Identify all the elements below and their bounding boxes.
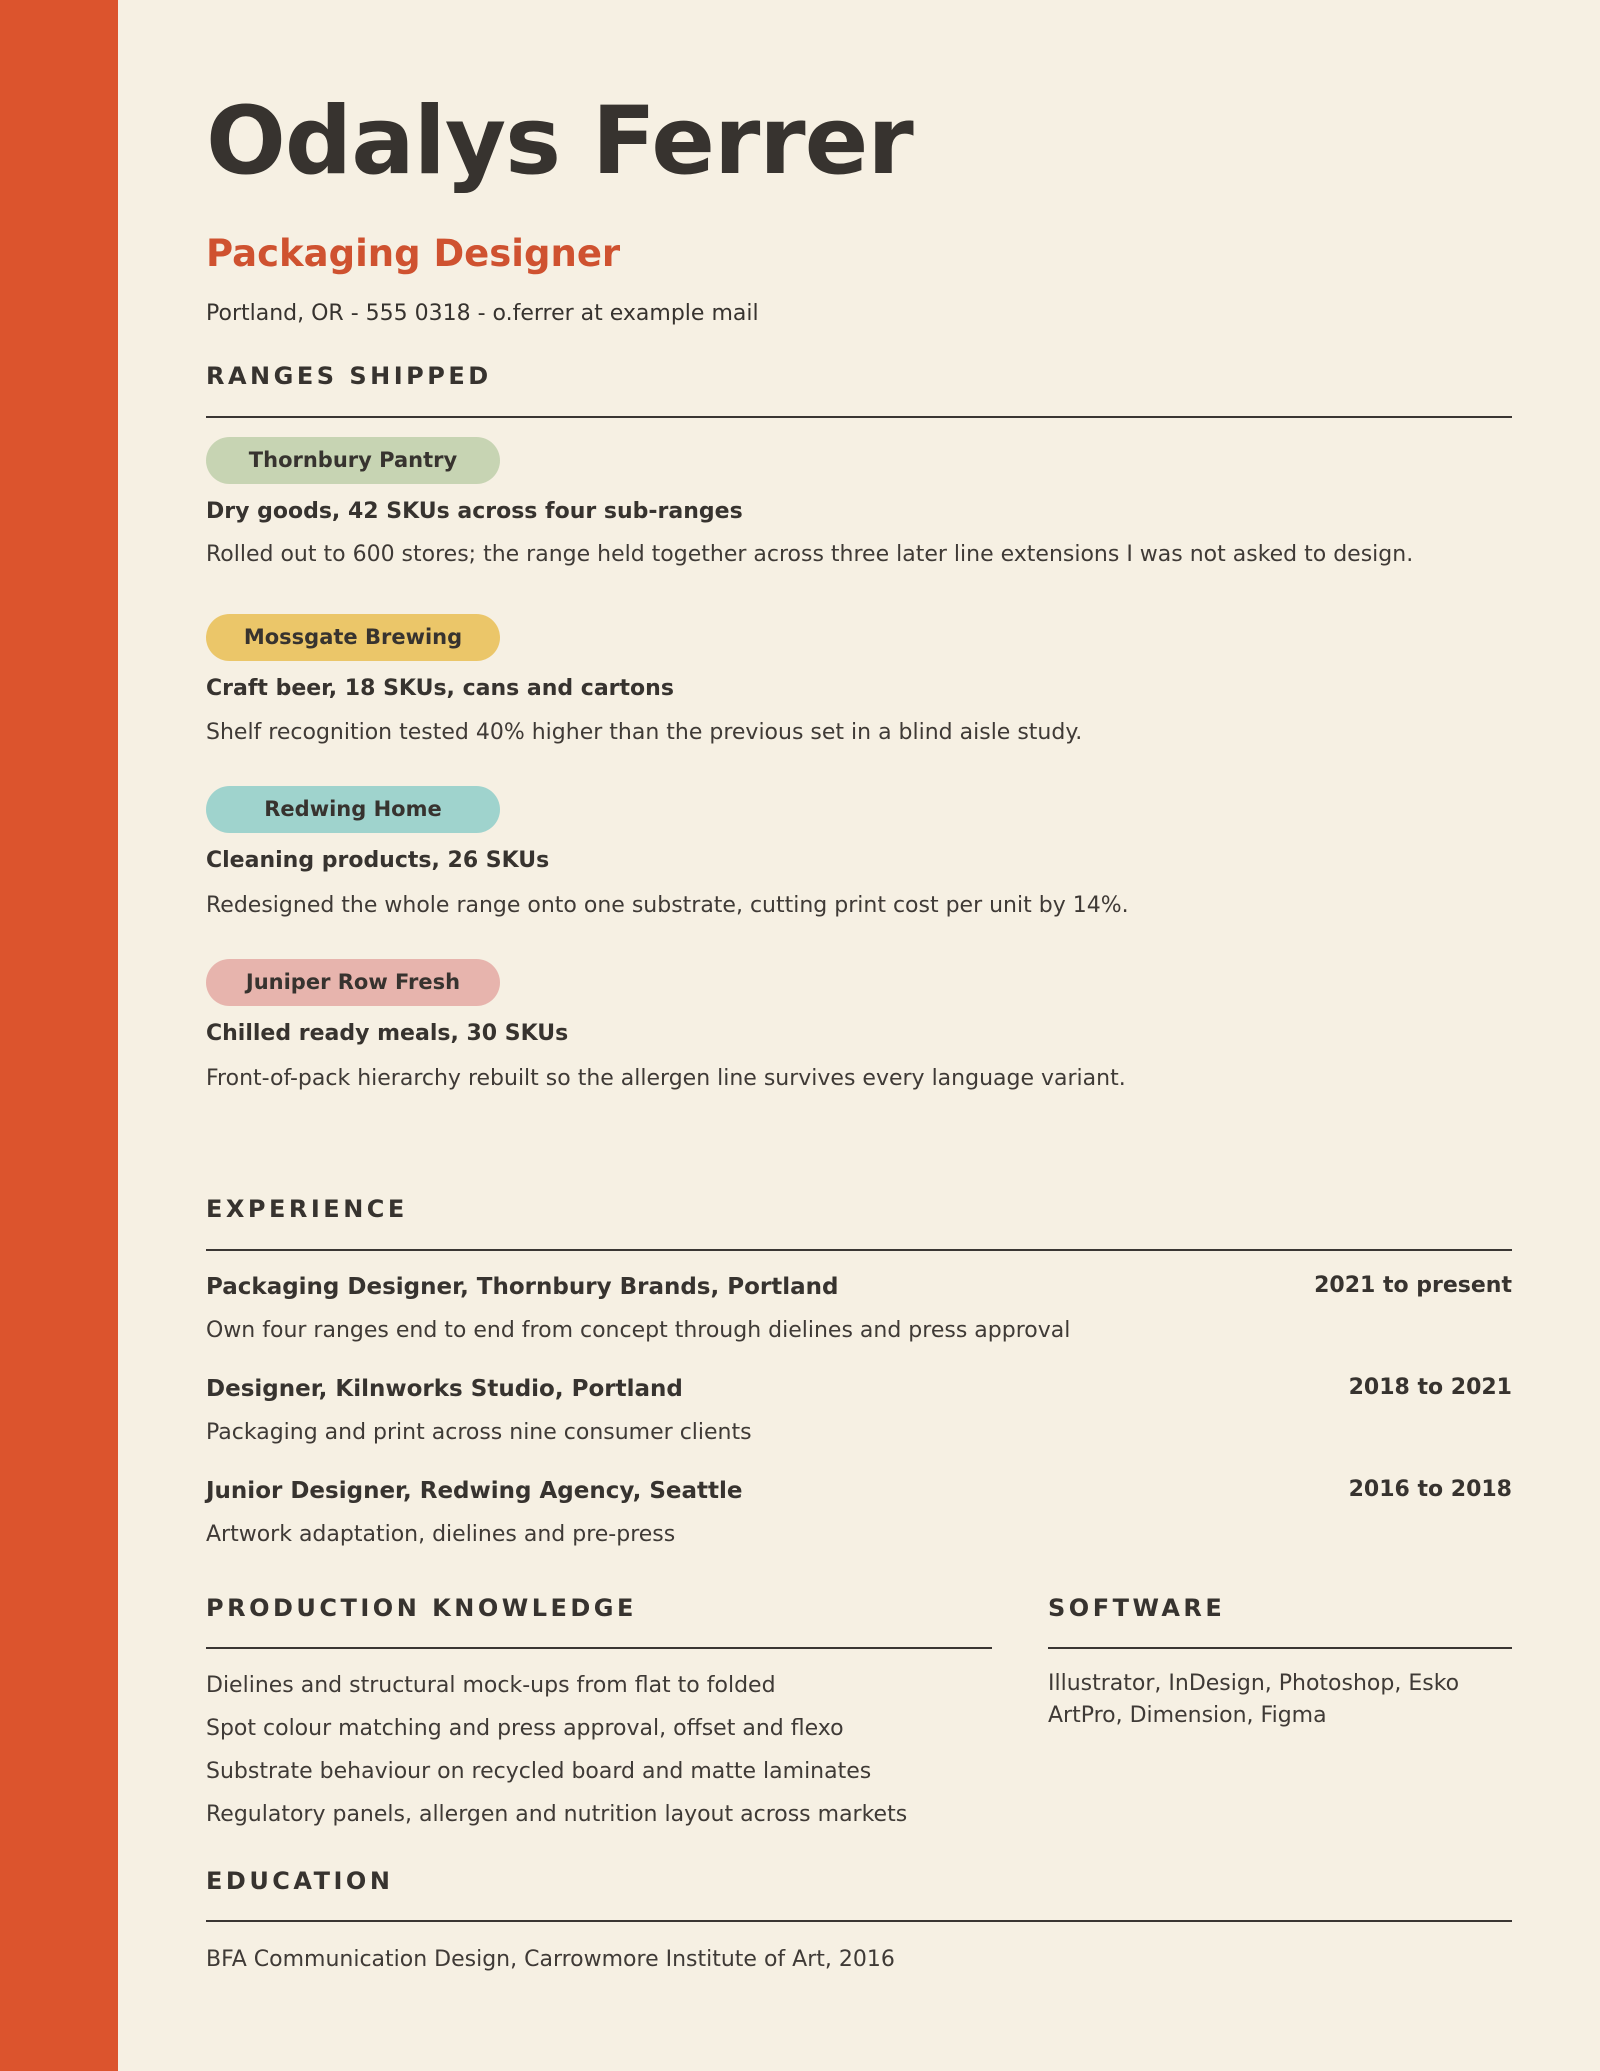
range-detail: Shelf recognition tested 40% higher than the previous set in a blind aisle study. bbox=[206, 720, 1083, 745]
range-pill: Redwing Home bbox=[206, 786, 500, 833]
ranges-heading: RANGES SHIPPED bbox=[206, 362, 492, 390]
education-divider bbox=[206, 1920, 1512, 1922]
experience-divider bbox=[206, 1249, 1512, 1251]
production-item: Substrate behaviour on recycled board and matte laminates bbox=[206, 1759, 872, 1784]
job-title: Junior Designer, Redwing Agency, Seattle bbox=[206, 1478, 743, 1504]
contact-line: Portland, OR - 555 0318 - o.ferrer at example mail bbox=[206, 301, 759, 326]
range-pill: Mossgate Brewing bbox=[206, 614, 500, 661]
job-title: Packaging Designer, Thornbury Brands, Portland bbox=[206, 1274, 839, 1300]
education-entry: BFA Communication Design, Carrowmore Institute of Art, 2016 bbox=[206, 1947, 895, 1972]
job-dates: 2018 to 2021 bbox=[1348, 1375, 1512, 1400]
candidate-name: Odalys Ferrer bbox=[206, 87, 913, 196]
job-description: Packaging and print across nine consumer clients bbox=[206, 1420, 752, 1445]
production-item: Spot colour matching and press approval, offset and flexo bbox=[206, 1716, 844, 1741]
range-pill: Juniper Row Fresh bbox=[206, 959, 500, 1006]
production-divider bbox=[206, 1647, 992, 1649]
software-divider bbox=[1048, 1647, 1512, 1649]
production-item: Dielines and structural mock-ups from flat to folded bbox=[206, 1673, 776, 1698]
ranges-divider bbox=[206, 416, 1512, 418]
accent-sidebar bbox=[0, 0, 118, 2071]
range-summary: Dry goods, 42 SKUs across four sub-ranges bbox=[206, 499, 743, 524]
job-dates: 2016 to 2018 bbox=[1348, 1477, 1512, 1502]
production-heading: PRODUCTION KNOWLEDGE bbox=[206, 1594, 637, 1622]
candidate-role: Packaging Designer bbox=[206, 232, 621, 275]
software-list: Illustrator, InDesign, Photoshop, Esko ArtPro, Dimension, Figma bbox=[1048, 1671, 1460, 1728]
range-detail: Front-of-pack hierarchy rebuilt so the allergen line survives every language variant. bbox=[206, 1066, 1126, 1091]
range-detail: Rolled out to 600 stores; the range held together across three later line extensions I was not asked to design. bbox=[206, 542, 1414, 567]
job-description: Own four ranges end to end from concept through dielines and press approval bbox=[206, 1318, 1071, 1343]
job-description: Artwork adaptation, dielines and pre-press bbox=[206, 1522, 676, 1547]
education-heading: EDUCATION bbox=[206, 1867, 394, 1895]
job-dates: 2021 to present bbox=[1314, 1273, 1512, 1298]
production-item: Regulatory panels, allergen and nutrition layout across markets bbox=[206, 1802, 908, 1827]
range-detail: Redesigned the whole range onto one substrate, cutting print cost per unit by 14%. bbox=[206, 893, 1129, 918]
range-summary: Cleaning products, 26 SKUs bbox=[206, 848, 550, 873]
range-summary: Chilled ready meals, 30 SKUs bbox=[206, 1021, 569, 1046]
experience-heading: EXPERIENCE bbox=[206, 1195, 408, 1223]
range-summary: Craft beer, 18 SKUs, cans and cartons bbox=[206, 676, 674, 701]
range-pill: Thornbury Pantry bbox=[206, 437, 500, 484]
job-title: Designer, Kilnworks Studio, Portland bbox=[206, 1376, 683, 1402]
software-heading: SOFTWARE bbox=[1048, 1594, 1226, 1622]
